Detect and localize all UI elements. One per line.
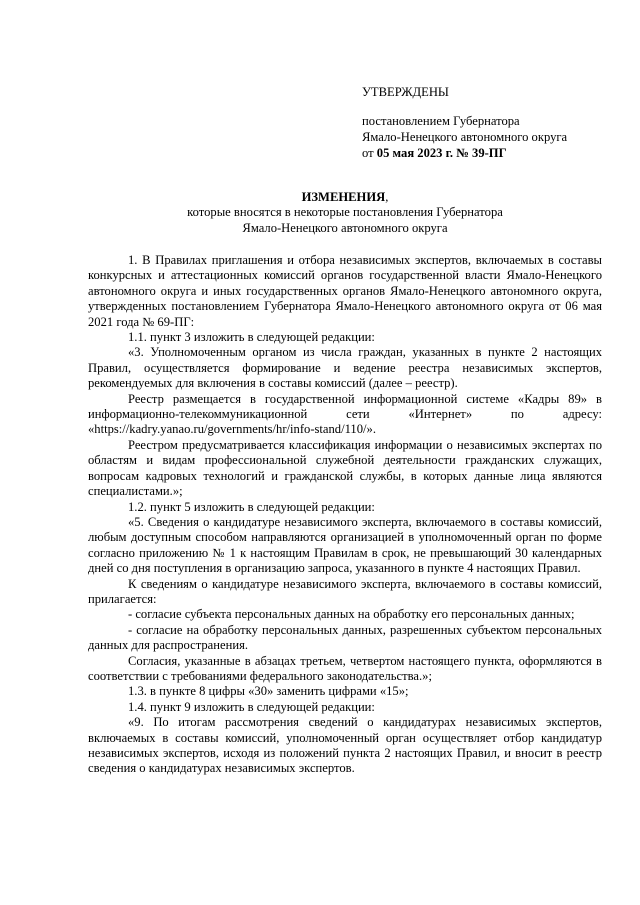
- document-body: [88, 253, 602, 777]
- paragraph: «5. Сведения о кандидатуре независимого эксперта, включаемого в составы комиссий, любым доступным способом направляются организацией в уполномоченный орган по форме согласно приложению № 1 к настоящим Правилам в срок, не превышающий 30 календарных дней со дня поступления в организацию запроса, указанного в пункте 4 настоящих Правил.: [88, 514, 602, 576]
- approval-line-2: Ямало-Ненецкого автономного округа: [362, 130, 568, 144]
- paragraph: 1.1. пункт 3 изложить в следующей редакции:: [128, 330, 375, 345]
- paragraph: К сведениям о кандидатуре независимого эксперта, включаемого в составы комиссий, прилагается:: [88, 576, 602, 606]
- title-comma: ,: [385, 190, 389, 204]
- title-main-line: [88, 190, 602, 205]
- approval-date-value: 05 мая 2023 г. № 39-ПГ: [376, 146, 507, 160]
- paragraph: Реестром предусматривается классификация информации о независимых экспертах по областям и видам профессиональной служебной деятельности гражданских служащих, вопросам кадровых технологий и гражданской службы, в которых данные лица являются специалистами.»;: [88, 437, 602, 499]
- title-subtitle-2: Ямало-Ненецкого автономного округа: [242, 220, 448, 235]
- paragraph: - согласие субъекта персональных данных на обработку его персональных данных;: [128, 607, 575, 622]
- paragraph: 1.4. пункт 9 изложить в следующей редакции:: [128, 699, 375, 714]
- paragraph: «3. Уполномоченным органом из числа граждан, указанных в пункте 2 настоящих Правил, осуществляется формирование и ведение реестра независимых экспертов, рекомендуемых для включения в составы комиссий (далее – реестр).: [88, 345, 602, 391]
- title-subtitle-1: которые вносятся в некоторые постановления Губернатора: [187, 205, 503, 220]
- paragraph: «9. По итогам рассмотрения сведений о кандидатурах независимых экспертов, включаемых в составы комиссий, уполномоченный орган осуществляет отбор кандидатур независимых экспертов, исходя из положений пункта 2 настоящих Правил, и вносит в реестр сведения о кандидатурах независимых экспертов.: [88, 715, 602, 776]
- paragraph: Согласия, указанные в абзацах третьем, четвертом настоящего пункта, оформляются в соответствии с требованиями федерального законодательства.»;: [88, 653, 602, 683]
- approval-date: [362, 145, 622, 161]
- paragraph: - согласие на обработку персональных данных, разрешенных субъектом персональных данных для распространения.: [88, 622, 602, 653]
- paragraph: 1. В Правилах приглашения и отбора независимых экспертов, включаемых в составы конкурсных и аттестационных комиссий органов государственной власти Ямало-Ненецкого автономного округа и иных государственных органов Ямало-Ненецкого автономного округа, утвержденных постановлением Губернатора Ямало-Ненецкого автономного округа от 06 мая 2021 года № 69-ПГ:: [88, 253, 602, 329]
- paragraph: 1.3. в пункте 8 цифры «30» заменить цифрами «15»;: [128, 684, 409, 699]
- approval-heading: УТВЕРЖДЕНЫ: [362, 85, 449, 99]
- approval-line-1: постановлением Губернатора: [362, 114, 520, 128]
- paragraph: Реестр размещается в государственной информационной системе «Кадры 89» в информационно-телекоммуникационной сети «Интернет» по адресу: «https://kadry.yanao.ru/governments/hr/info-stand/110/».: [88, 391, 602, 437]
- document-title: [88, 190, 602, 236]
- title-main: ИЗМЕНЕНИЯ: [301, 190, 386, 204]
- approval-date-prefix: от: [362, 146, 374, 160]
- approval-block: [362, 84, 622, 161]
- paragraph: 1.2. пункт 5 изложить в следующей редакции:: [128, 499, 375, 514]
